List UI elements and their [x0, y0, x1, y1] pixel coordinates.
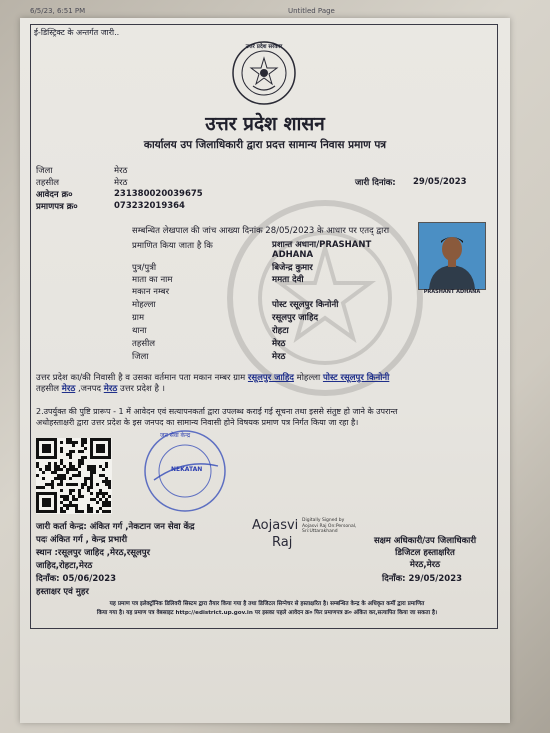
authority-line2: डिजिटल हस्ताक्षरित: [395, 548, 455, 558]
certificate-subtitle: कार्यालय उप जिलाधिकारी द्वारा प्रदत्त सामान्य निवास प्रमाण पत्र: [143, 139, 387, 151]
top-note: ई-डिस्ट्रिक्ट के अन्तर्गत जारी..: [34, 28, 120, 37]
certified-label: प्रमाणित किया जाता है कि: [132, 241, 213, 251]
tehsil2-label: तहसील: [132, 339, 156, 349]
issuer-line1: जारी कर्ता केन्द्र: अंकित गर्ग ,नेकटान जन सेवा केंद्र: [36, 522, 195, 532]
digital-sign-line3: Sri:Uttarakhand: [302, 529, 338, 534]
village-value: रसूलपुर जाहिद: [272, 313, 318, 323]
para2-line2: अधोहस्ताक्षरी द्वारा उत्तर प्रदेश के इस जनपद का सामान्य निवासी होने विषयक प्रमाण पत्र निर्गत किया जा रहा है।: [36, 418, 359, 427]
district-value: मेरठ: [114, 166, 128, 176]
issuer-date-row: [36, 573, 195, 586]
father-value: बिजेन्द्र कुमार: [272, 263, 313, 273]
holder-name-line2: ADHANA: [272, 250, 314, 260]
digital-signer-name-line2: Raj: [272, 535, 293, 550]
para1-tehsil-link: मेरठ: [61, 384, 76, 394]
para1-text-e: उत्तर प्रदेश है ।: [119, 384, 165, 394]
para1-text-d: ,जनपद: [77, 384, 102, 394]
digital-sign-line1: Digitally Signed by: [302, 518, 345, 523]
father-label: पुत्र/पुत्री: [132, 263, 157, 273]
qr-code: [36, 438, 112, 514]
issuer-block: [36, 521, 195, 599]
footer-line1: यह प्रमाण पत्र इलेक्ट्रॉनिक डिलिवरी सिस्टम द्वारा तैयार किया गया है तथा डिजिटल सिग्नेचर से हस्ताक्षरित है। सम्बन्धित केन्द्र के अधिकृत कर्मी द्वारा प्रमाणित: [109, 601, 425, 607]
thana-label: थाना: [132, 326, 147, 336]
issue-date-value: 29/05/2023: [413, 177, 467, 187]
village-label: ग्राम: [132, 313, 145, 323]
intro-line: सम्बन्धित लेखपाल की जांच आख्या दिनांक 28/05/2023 के आधार पर एतद् द्वारा: [132, 226, 390, 236]
mohalla-value: पोस्ट रसूलपुर किनोनी: [272, 300, 339, 310]
mother-label: माता का नाम: [132, 275, 173, 285]
tehsil2-value: मेरठ: [272, 339, 286, 349]
issuer-line4: जाहिद,रोहटा,मेरठ: [36, 561, 93, 571]
application-number-label: आवेदन क्र०: [36, 190, 73, 200]
authority-date-label: दिनाँक:: [382, 574, 406, 584]
emblem-text: उत्तर प्रदेश सरकार: [245, 44, 283, 50]
issuer-date-label: दिनाँक:: [36, 574, 60, 584]
authority-block: [360, 535, 490, 571]
tehsil-value: मेरठ: [114, 178, 128, 188]
certificate-number-value: 073232019364: [114, 201, 185, 211]
para1-district-link: मेरठ: [103, 384, 118, 394]
district-label: जिला: [36, 166, 53, 176]
print-page-title: Untitled Page: [288, 7, 335, 15]
residence-paragraph: [36, 373, 496, 395]
thana-value: रोहटा: [272, 326, 289, 336]
house-label: मकान नम्बर: [132, 287, 170, 297]
para1-text-a: उत्तर प्रदेश का/की निवासी है व उसका वर्तमान पता मकान नम्बर ग्राम: [36, 373, 246, 383]
stamp-text: जन सेवा केन्द्र: [160, 432, 191, 439]
confirmation-paragraph: [36, 406, 506, 428]
digital-signer-name: Aojasvi: [252, 518, 299, 533]
stamp-inner-text: NEKATAN: [171, 466, 203, 473]
person-photo-icon: [419, 223, 485, 289]
application-number-value: 231380020039675: [114, 189, 203, 199]
footer-note: [36, 600, 498, 618]
district2-label: जिला: [132, 352, 149, 362]
certificate-number-label: प्रमाणपत्र क्र०: [36, 202, 78, 212]
holder-name: प्रशान्त अधाना/PRASHANT: [272, 240, 372, 250]
certificate-title: उत्तर प्रदेश शासन: [205, 113, 325, 135]
authority-date-value: 29/05/2023: [408, 574, 463, 584]
issuer-date-value: 05/06/2023: [62, 574, 117, 584]
holder-photo: [418, 222, 486, 290]
photo-caption: PRASHANT ADHANA: [423, 289, 481, 295]
authority-date-row: [382, 574, 462, 585]
issuer-line2: पदः अंकित गर्ग , केन्द्र प्रभारी: [36, 535, 128, 545]
mother-value: ममता देवी: [272, 275, 304, 285]
issue-date-label: जारी दिनांक:: [355, 178, 396, 188]
footer-line2: किया गया है। यह प्रमाण पत्र वेबसाइट http://edistrict.up.gov.in पर इसका पहले आवेदन क्र० फिर प्रमाणपत्र क्र० अंकित कर,सत्यापित किया जा सकता है।: [96, 610, 438, 616]
issuer-sign-label: हस्ताक्षर एवं मुहर: [36, 587, 89, 597]
para2-line1: 2.उपर्युक्त की पुष्टि प्रारूप - 1 में आवेदन एवं सत्यापनकर्ता द्वारा उपलब्ध कराई गई सूचना तथा इससे संतुष्ट हो जाने के उपरान्त: [36, 407, 398, 416]
district2-value: मेरठ: [272, 352, 286, 362]
issuer-line3: स्थान :रसूलपुर जाहिद ,मेरठ,रसूलपुर: [36, 548, 151, 558]
print-header: [0, 0, 550, 18]
para1-village-link: रसूलपुर जाहिद: [247, 373, 294, 383]
certificate-paper: [20, 18, 510, 723]
tehsil-label: तहसील: [36, 178, 60, 188]
mohalla-label: मोहल्ला: [132, 300, 156, 310]
authority-line1: सक्षम अधिकारी/उप जिलाधिकारी: [373, 536, 477, 546]
para1-text-b: मोहल्ला: [296, 373, 321, 383]
para1-mohalla-link: पोस्ट रसूलपुर किनोनी: [322, 373, 390, 383]
digital-sign-note: [302, 518, 356, 535]
authority-line3: मेरठ,मेरठ: [409, 560, 441, 570]
para1-text-c: तहसील: [36, 384, 60, 394]
print-datetime: 6/5/23, 6:51 PM: [30, 7, 86, 15]
digital-sign-line2: Aojasvi Raj On:Personal,: [302, 523, 357, 529]
